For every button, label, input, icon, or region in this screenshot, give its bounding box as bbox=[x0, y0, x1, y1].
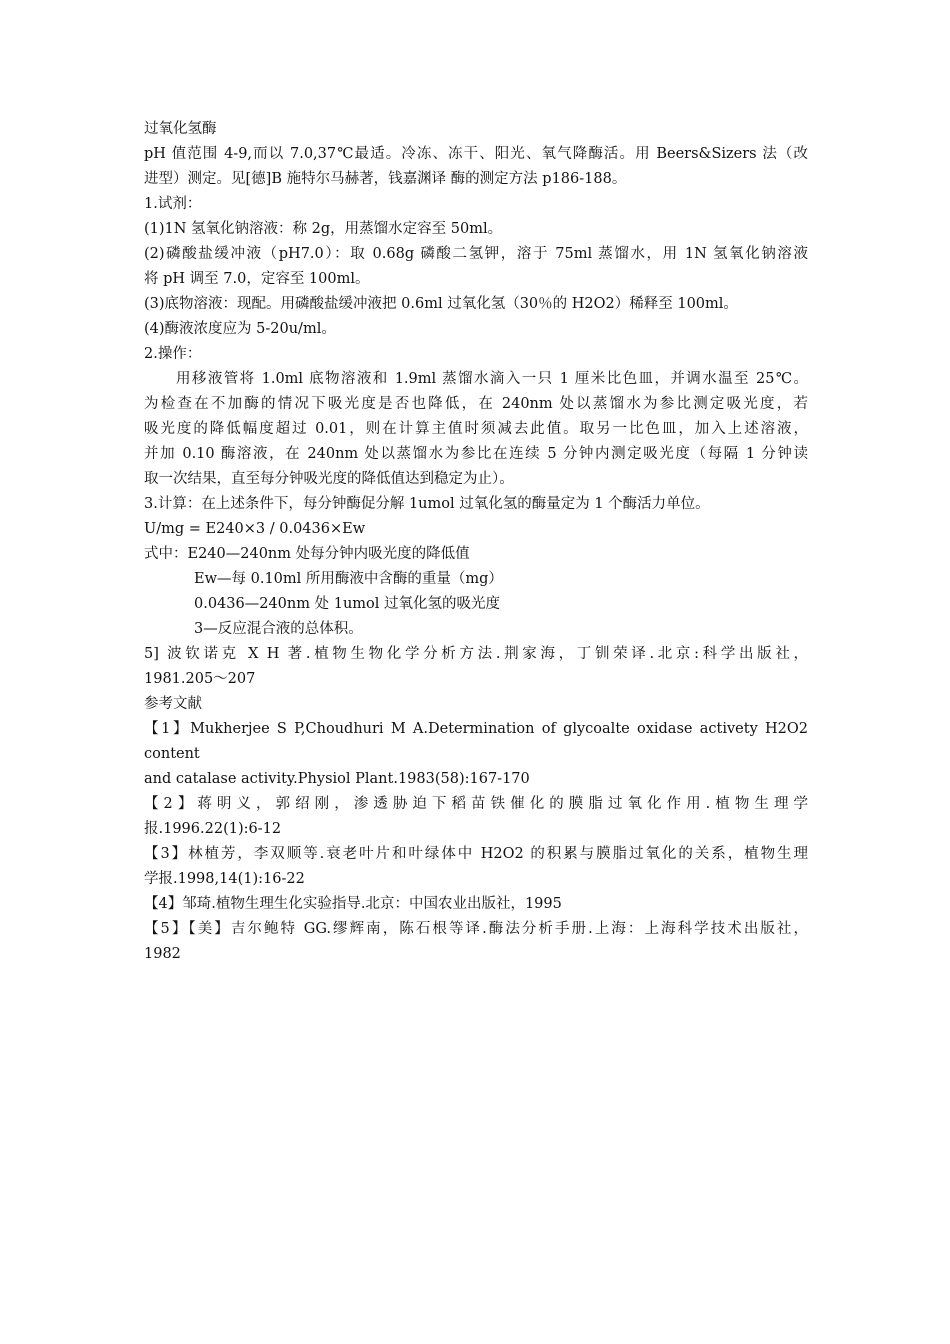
reagent-item: 将 pH 调至 7.0，定容至 100ml。 bbox=[144, 271, 370, 287]
reference-line: 1981.205～207 bbox=[144, 671, 256, 687]
reference-line: and catalase activity.Physiol Plant.1983(58):167-170 bbox=[144, 771, 530, 787]
procedure-line: 并加 0.10 酶溶液，在 240nm 处以蒸馏水为参比在连续 5 分钟内测定吸光度（每隔 1 分钟读 bbox=[144, 446, 808, 462]
document-body bbox=[144, 117, 808, 967]
reagent-item: (2)磷酸盐缓冲液（pH7.0）：取 0.68g 磷酸二氢钾，溶于 75ml 蒸馏水，用 1N 氢氧化钠溶液 bbox=[144, 246, 808, 262]
intro-line: pH 值范围 4-9,而以 7.0,37℃最适。冷冻、冻干、阳光、氧气降酶活。用 Beers&Sizers 法（改 bbox=[144, 146, 808, 162]
procedure-paragraph bbox=[144, 367, 808, 492]
reference-line: 【4】邹琦.植物生理生化实验指导.北京：中国农业出版社，1995 bbox=[144, 896, 562, 912]
procedure-heading: 2.操作： bbox=[144, 346, 202, 362]
reagent-item: (4)酶液浓度应为 5-20u/ml。 bbox=[144, 321, 336, 337]
formula-where-item: 0.0436—240nm 处 1umol 过氧化氢的吸光度 bbox=[194, 596, 501, 612]
reference-line: 【3】林植芳，李双顺等.衰老叶片和叶绿体中 H2O2 的积累与膜脂过氧化的关系，植物生理 bbox=[144, 846, 808, 862]
reference-item bbox=[144, 792, 808, 842]
reference-line: 报.1996.22(1):6-12 bbox=[144, 821, 282, 837]
formula-where-list bbox=[144, 567, 808, 642]
references-heading: 参考文献 bbox=[144, 696, 202, 712]
formula: U/mg = E240×3 / 0.0436×Ew bbox=[144, 521, 366, 537]
reference-line: 5] 波钦诺克 X H 著.植物生物化学分析方法.荆家海，丁钏荣译.北京:科学出版社， bbox=[144, 646, 808, 662]
reference-line: 1982 bbox=[144, 946, 181, 962]
reference-item bbox=[144, 842, 808, 892]
procedure-line: 用移液管将 1.0ml 底物溶液和 1.9ml 蒸馏水滴入一只 1 厘米比色皿，并调水温至 25℃。 bbox=[176, 371, 808, 387]
references-list bbox=[144, 717, 808, 967]
reference-line: 【1】Mukherjee S P,Choudhuri M A.Determination of glycoalte oxidase activety H2O2 content bbox=[144, 721, 808, 762]
reference-item bbox=[144, 917, 808, 967]
reagent-item: (1)1N 氢氧化钠溶液：称 2g，用蒸馏水定容至 50ml。 bbox=[144, 221, 503, 237]
reference-line: 学报.1998,14(1):16-22 bbox=[144, 871, 305, 887]
document-title: 过氧化氢酶 bbox=[144, 121, 217, 137]
formula-where-item: 3—反应混合液的总体积。 bbox=[194, 621, 363, 637]
reagents-heading: 1.试剂： bbox=[144, 196, 202, 212]
reference-5-note bbox=[144, 642, 808, 692]
intro-paragraph bbox=[144, 142, 808, 192]
calculation-line: 3.计算：在上述条件下，每分钟酶促分解 1umol 过氧化氢的酶量定为 1 个酶活力单位。 bbox=[144, 496, 710, 512]
reference-line: 【2】蒋明义，郭绍刚，渗透胁迫下稻苗铁催化的膜脂过氧化作用.植物生理学 bbox=[144, 796, 808, 812]
reagents-list bbox=[144, 217, 808, 342]
reagent-item: (3)底物溶液：现配。用磷酸盐缓冲液把 0.6ml 过氧化氢（30％的 H2O2）稀释至 100ml。 bbox=[144, 296, 738, 312]
intro-line: 进型）测定。见[德]B 施特尔马赫著，钱嘉渊译 酶的测定方法 p186-188。 bbox=[144, 171, 627, 187]
reference-item bbox=[144, 717, 808, 792]
procedure-line: 取一次结果，直至每分钟吸光度的降低值达到稳定为止）。 bbox=[144, 471, 514, 487]
reference-item bbox=[144, 892, 808, 917]
procedure-line: 吸光度的降低幅度超过 0.01，则在计算主值时须减去此值。取另一比色皿，加入上述溶液， bbox=[144, 421, 808, 437]
formula-where-item: Ew—每 0.10ml 所用酶液中含酶的重量（mg） bbox=[194, 571, 503, 587]
reference-line: 【5】【美】吉尔鲍特 GG.缪辉南，陈石根等译.酶法分析手册.上海：上海科学技术出版社， bbox=[144, 921, 808, 937]
formula-where-lead: 式中：E240—240nm 处每分钟内吸光度的降低值 bbox=[144, 546, 470, 562]
procedure-line: 为检查在不加酶的情况下吸光度是否也降低，在 240nm 处以蒸馏水为参比测定吸光度，若 bbox=[144, 396, 808, 412]
